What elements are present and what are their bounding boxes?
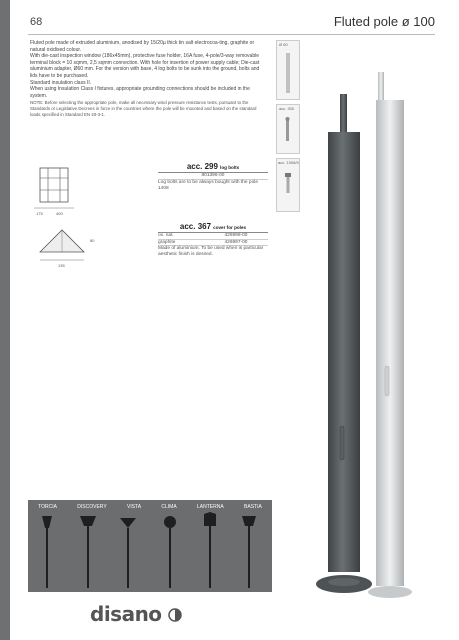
thumbnail-label: Ø 60 (279, 42, 288, 47)
page-number: 68 (30, 16, 43, 28)
product-label: LANTERNA (197, 504, 224, 510)
acc367-row (158, 233, 268, 240)
accessory-icon (277, 105, 299, 153)
bracket-icon (277, 159, 299, 211)
description-paragraph: With die-cast inspection window (186x45mm), protective fuse holder, 16A fuse, 4-pole/3-way removable terminal block = 10 sqmm, 2,5 sqmm connection. With hole for insertion of power supply cable; Die-cast aluminium adapter, Ø60 mm. For the version with base, 4 log bolts to be sunk into the ground, bolts and lids have to be purchased. (30, 53, 260, 79)
lamp-icon (42, 516, 52, 588)
acc299-subtitle: log bolts (220, 165, 240, 170)
brand-logo-mark-icon (168, 608, 182, 622)
cover-drawing (28, 222, 108, 270)
dimension-label: 175 (36, 211, 43, 216)
description-paragraph: When using Insulation Class I fixtures, appropriate grounding connections should be included in the system. (30, 86, 250, 99)
thumbnail-label: acc. 300 (279, 106, 295, 111)
lamp-icon (120, 518, 136, 588)
header-divider (28, 34, 435, 35)
description-paragraph: Fluted pole made of extruded aluminium, anodised by 15/20µ thick tin salt electrocoa-ting, graphite or natural oxidised colour. (30, 40, 255, 53)
lamp-icon (242, 516, 256, 588)
lamp-icon (204, 512, 216, 588)
side-bar (0, 0, 10, 640)
product-label: TORCIA (38, 504, 57, 510)
acc299-row (158, 173, 268, 180)
lamp-icon (80, 516, 96, 588)
product-label: BASTIA (244, 504, 262, 510)
product-label: DISCOVERY (77, 504, 107, 510)
description-paragraph: Standard insulation class II. (30, 79, 92, 86)
product-label: VISTA (127, 504, 142, 510)
acc367-row-code: 426997-00 (224, 239, 248, 245)
lamp-icon (164, 516, 176, 588)
description (30, 40, 268, 117)
log-bolts-drawing (28, 162, 108, 222)
thumbnail-acc1308 (276, 158, 300, 212)
thumbnail-adapter (276, 40, 300, 100)
lamp-silhouettes (28, 512, 272, 592)
acc299-text: Log bolts are to be always bought with the pole 1408 (158, 179, 259, 191)
dark-pole (316, 94, 372, 593)
acc299-title (158, 162, 268, 173)
thumbnail-acc300 (276, 104, 300, 154)
acc367-row-code: 426998-00 (224, 233, 248, 238)
adapter-icon (277, 41, 299, 99)
acc299-block (158, 162, 268, 192)
dimension-label: 400 (56, 211, 63, 216)
acc367-title (158, 222, 268, 233)
acc367-row-label: graphite (158, 239, 176, 245)
brand-logo (90, 602, 182, 626)
light-pole (368, 72, 412, 598)
acc367-block (158, 222, 268, 258)
thumbnail-label: acc. 1308/5 (278, 160, 299, 165)
acc367-subtitle: cover for poles (213, 225, 247, 230)
brand-logo-text: disano (90, 602, 162, 626)
acc299-code: 801396-00 (201, 173, 225, 178)
description-note: NOTE: Before selecting the appropriate pole, make all necessary wind pressure resistance tests, pursuant to the Standards or Legislative Decrees in force in the countries where the pole will be mounted and based on the standard loads specified in Standard EN 40-3-1. (30, 100, 257, 117)
acc299-code-title: acc. 299 (186, 162, 218, 171)
poles-illustration (300, 36, 440, 636)
acc367-text: Made of aluminium. To be used when is particular aesthetic finish is desired. (158, 246, 264, 258)
dimension-label: 135 (58, 263, 65, 268)
acc367-row-label: ox. nat. (158, 233, 174, 238)
acc367-code-title: acc. 367 (179, 222, 212, 231)
product-strip-labels (28, 504, 272, 510)
dimension-label: 80 (90, 238, 95, 243)
product-label: CLIMA (161, 504, 177, 510)
page-title: Fluted pole ø 100 (333, 14, 435, 29)
